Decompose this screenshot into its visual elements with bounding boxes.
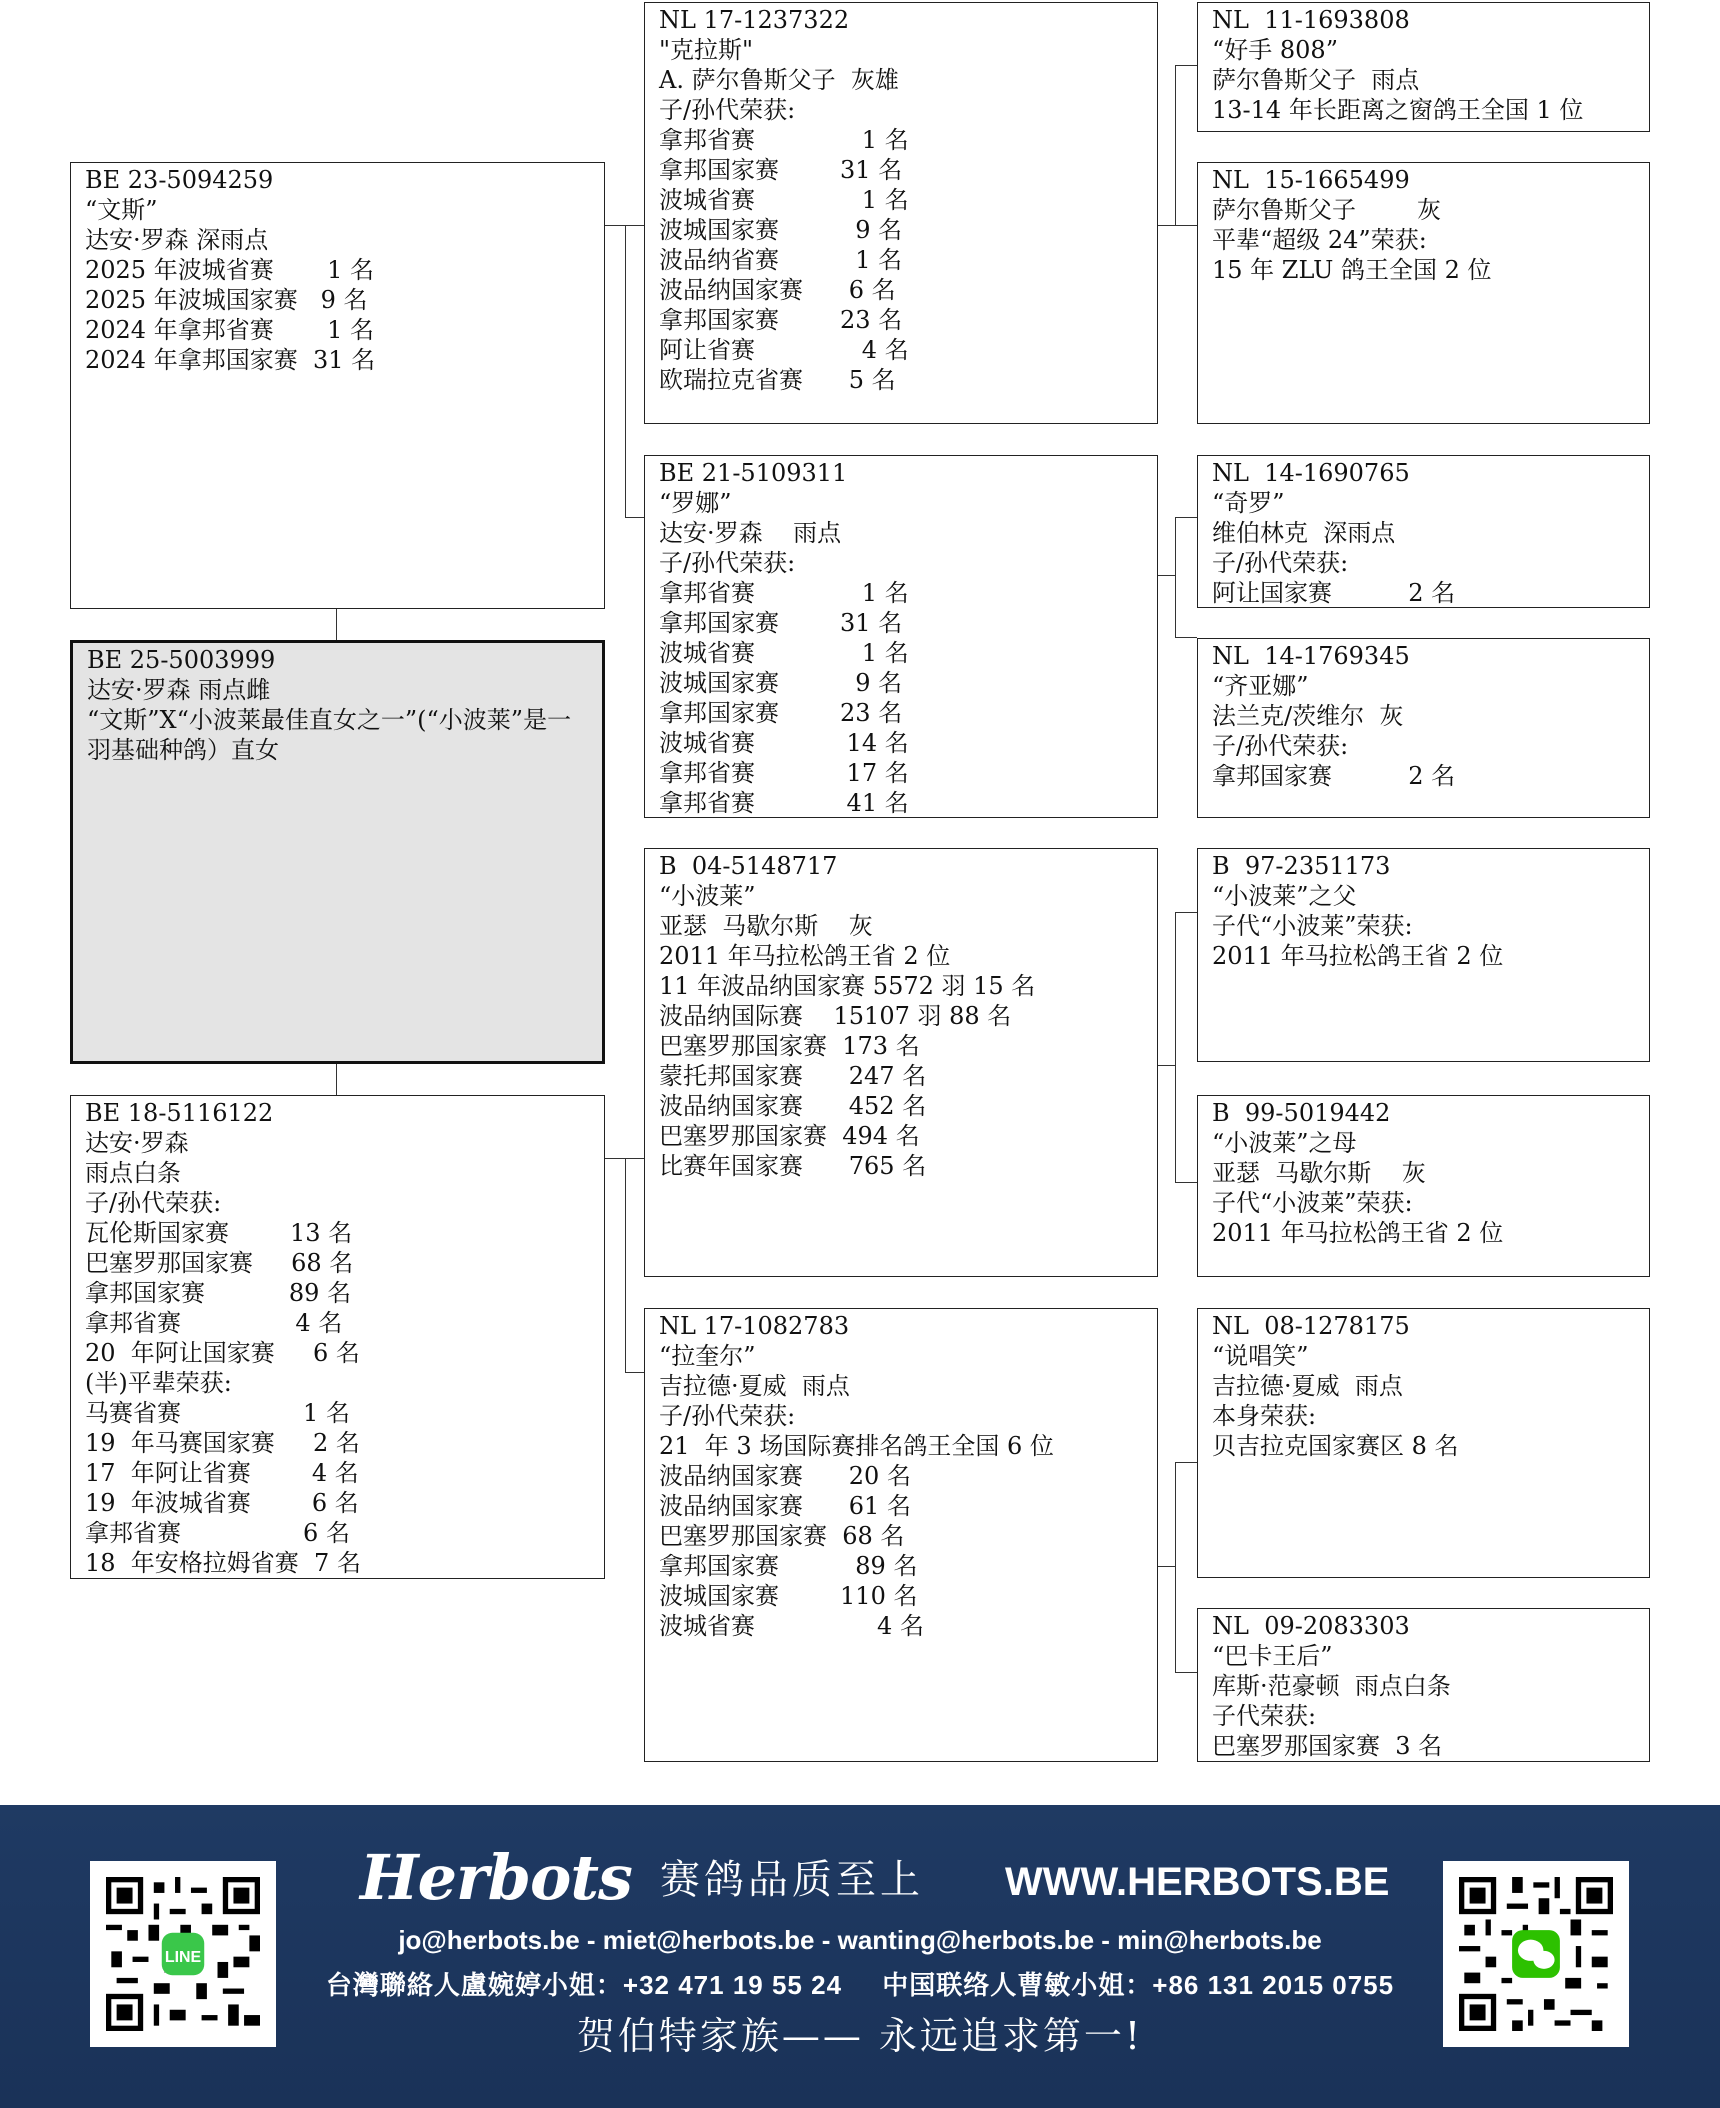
pedigree-line: 巴塞罗那国家赛 173 名 [659,1032,920,1060]
pedigree-line: 拿邦省赛 41 名 [659,789,909,817]
pedigree-line: 波城省赛 1 名 [659,639,909,667]
family-motto: 贺伯特家族—— 永远追求第一! [576,2014,1144,2058]
pedigree-line: 阿让省赛 4 名 [659,336,909,364]
pedigree-box-subject [70,640,605,1064]
pedigree-line: 巴塞罗那国家赛 68 名 [85,1249,354,1277]
pedigree-line: 拿邦国家赛 2 名 [1212,762,1456,790]
pedigree-line: 2024 年拿邦省赛 1 名 [85,316,375,344]
ring-number: NL 17-1237322 [659,6,850,34]
pedigree-line: 子/孙代荣获: [659,1402,796,1430]
connector-line [603,225,625,226]
connector-line [1175,1462,1197,1463]
pedigree-line: 平辈“超级 24”荣获: [1212,226,1427,254]
pedigree-line: 子代“小波莱”荣获: [1212,912,1413,940]
pedigree-line: “文斯” [85,196,158,224]
pedigree-box-sire-sire [644,2,1158,424]
pedigree-line: 2025 年波城省赛 1 名 [85,256,375,284]
herbots-logo: Herbots [360,1841,632,1914]
connector-line [1175,517,1176,637]
pedigree-line: 达安·罗森 [85,1129,189,1157]
pedigree-line: 子/孙代荣获: [85,1189,222,1217]
pedigree-line: “文斯”X“小波莱最佳直女之一”(“小波莱”是一羽基础种鸽）直女 [87,706,572,764]
connector-line [1175,517,1197,518]
pedigree-line: 波城省赛 14 名 [659,729,909,757]
pedigree-line: 19 年马赛国家赛 2 名 [85,1429,360,1457]
svg-text:LINE: LINE [164,1948,202,1966]
pedigree-line: 亚瑟 马歇尔斯 灰 [659,912,873,940]
contact-taiwan: 台灣聯絡人盧婉婷小姐：+32 471 19 55 24 [325,1970,843,2000]
ring-number: B 97-2351173 [1212,852,1391,880]
connector-line [1175,1182,1197,1183]
pedigree-line: “小波莱”之母 [1212,1129,1357,1157]
pedigree-line: 法兰克/茨维尔 灰 [1212,702,1404,730]
pedigree-line: 波城省赛 4 名 [659,1612,924,1640]
pedigree-line: “小波莱”之父 [1212,882,1357,910]
pedigree-line: “说唱笑” [1212,1342,1309,1370]
pedigree-line: 子/孙代荣获: [659,549,796,577]
ring-number: NL 14-1690765 [1212,459,1410,487]
pedigree-line: 拿邦省赛 6 名 [85,1519,350,1547]
pedigree-line: "克拉斯" [659,36,754,64]
pedigree-line: “巴卡王后” [1212,1642,1333,1670]
pedigree-line: 瓦伦斯国家赛 13 名 [85,1219,353,1247]
pedigree-box-dam-sire [644,848,1158,1277]
connector-line [625,1158,645,1159]
pedigree-box-dam [70,1095,605,1579]
pedigree-line: 吉拉德·夏威 雨点 [659,1372,850,1400]
connector-line [625,1372,645,1373]
pedigree-line: 巴塞罗那国家赛 68 名 [659,1522,905,1550]
pedigree-line: 拿邦国家赛 89 名 [85,1279,352,1307]
pedigree-box-dd-sire [1197,1308,1650,1578]
pedigree-line: “齐亚娜” [1212,672,1309,700]
pedigree-line: 2024 年拿邦国家赛 31 名 [85,346,376,374]
pedigree-line: 波品纳国际赛 15107 羽 88 名 [659,1002,1012,1030]
pedigree-line: “小波莱” [659,882,756,910]
pedigree-line: 11 年波品纳国家赛 5572 羽 15 名 [659,972,1036,1000]
qr-code-wechat[interactable] [1443,1861,1629,2047]
pedigree-line: 欧瑞拉克省赛 5 名 [659,366,896,394]
pedigree-line: 子/孙代荣获: [659,96,796,124]
connector-line [1157,1065,1175,1066]
pedigree-line: 贝吉拉克国家赛区 8 名 [1212,1432,1459,1460]
ring-number: NL 15-1665499 [1212,166,1410,194]
ring-number: NL 09-2083303 [1212,1612,1410,1640]
wechat-qr-icon [1459,1877,1613,2031]
pedigree-line: 波品纳国家赛 61 名 [659,1492,911,1520]
connector-line [1175,65,1176,225]
pedigree-line: 拿邦省赛 17 名 [659,759,909,787]
connector-line [625,517,645,518]
footer-banner [0,1805,1720,2108]
ring-number: BE 21-5109311 [659,459,848,487]
pedigree-line: 达安·罗森 雨点 [659,519,842,547]
connector-line [1175,1672,1197,1673]
pedigree-line: 波品纳国家赛 20 名 [659,1462,911,1490]
pedigree-line: 比赛年国家赛 765 名 [659,1152,927,1180]
pedigree-line: 15 年 ZLU 鸽王全国 2 位 [1212,256,1492,284]
pedigree-box-ds-dam [1197,1095,1650,1277]
email-list[interactable]: jo@herbots.be - miet@herbots.be - wanting@herbots.be - min@herbots.be [398,1925,1322,1955]
pedigree-line: A. 萨尔鲁斯父子 灰雄 [659,66,899,94]
connector-line [1175,637,1197,638]
pedigree-box-sd-dam [1197,638,1650,818]
pedigree-line: 13-14 年长距离之窗鸽王全国 1 位 [1212,96,1584,124]
ring-number: NL 14-1769345 [1212,642,1410,670]
ring-number: BE 25-5003999 [87,646,276,674]
pedigree-line: 拿邦省赛 4 名 [85,1309,343,1337]
pedigree-line: 波品纳省赛 1 名 [659,246,903,274]
pedigree-line: “奇罗” [1212,489,1285,517]
pedigree-box-ds-sire [1197,848,1650,1062]
pedigree-line: 拿邦省赛 1 名 [659,579,909,607]
pedigree-box-sire [70,162,605,609]
pedigree-line: 雨点白条 [85,1159,181,1187]
pedigree-line: 波品纳国家赛 6 名 [659,276,896,304]
pedigree-line: 巴塞罗那国家赛 3 名 [1212,1732,1443,1760]
pedigree-box-sd-sire [1197,455,1650,608]
pedigree-line: 17 年阿让省赛 4 名 [85,1459,359,1487]
pedigree-line: 子/孙代荣获: [1212,732,1349,760]
connector-line [625,1158,626,1372]
pedigree-line: “拉奎尔” [659,1342,756,1370]
contact-china: 中国联络人曹敏小姐：+86 131 2015 0755 [882,1970,1395,2000]
connector-line [336,1062,337,1096]
pedigree-line: 波品纳国家赛 452 名 [659,1092,927,1120]
pedigree-line: 阿让国家赛 2 名 [1212,579,1456,607]
pedigree-box-dd-dam [1197,1608,1650,1762]
pedigree-line: 萨尔鲁斯父子 雨点 [1212,66,1420,94]
pedigree-line: 21 年 3 场国际赛排名鸽王全国 6 位 [659,1432,1054,1460]
pedigree-line: 拿邦国家赛 31 名 [659,609,903,637]
ring-number: B 04-5148717 [659,852,838,880]
connector-line [1175,225,1197,226]
ring-number: NL 08-1278175 [1212,1312,1410,1340]
connector-line [625,225,626,517]
ring-number: BE 23-5094259 [85,166,274,194]
pedigree-line: (半)平辈荣获: [85,1369,232,1397]
pedigree-box-ss-sire [1197,2,1650,132]
connector-line [1157,575,1175,576]
pedigree-line: 维伯林克 深雨点 [1212,519,1396,547]
connector-line [603,1158,625,1159]
pedigree-line: 拿邦国家赛 23 名 [659,306,903,334]
pedigree-line: 2011 年马拉松鸽王省 2 位 [659,942,951,970]
pedigree-box-ss-dam [1197,162,1650,424]
connector-line [1175,912,1197,913]
brand-row [360,1841,1390,1914]
pedigree-line: 波城国家赛 110 名 [659,1582,918,1610]
ring-number: BE 18-5116122 [85,1099,274,1127]
pedigree-line: 吉拉德·夏威 雨点 [1212,1372,1403,1400]
pedigree-line: 达安·罗森 深雨点 [85,226,269,254]
connector-line [1157,1566,1175,1567]
pedigree-line: 20 年阿让国家赛 6 名 [85,1339,360,1367]
connector-line [625,225,645,226]
website-link[interactable]: WWW.HERBOTS.BE [1005,1860,1390,1904]
connector-line [1175,912,1176,1182]
connector-line [1157,225,1175,226]
pedigree-line: 19 年波城省赛 6 名 [85,1489,359,1517]
ring-number: B 99-5019442 [1212,1099,1391,1127]
pedigree-line: 拿邦国家赛 23 名 [659,699,903,727]
connector-line [1175,65,1197,66]
pedigree-line: 拿邦国家赛 31 名 [659,156,903,184]
connector-line [1175,1462,1176,1672]
pedigree-line: 2011 年马拉松鸽王省 2 位 [1212,942,1504,970]
pedigree-line: 库斯·范豪顿 雨点白条 [1212,1672,1451,1700]
pedigree-line: 蒙托邦国家赛 247 名 [659,1062,927,1090]
pedigree-line: 18 年安格拉姆省赛 7 名 [85,1549,361,1577]
pedigree-line: 达安·罗森 雨点雌 [87,676,271,704]
pedigree-line: 拿邦国家赛 89 名 [659,1552,918,1580]
pedigree-line: 本身荣获: [1212,1402,1317,1430]
pedigree-line: “罗娜” [659,489,732,517]
pedigree-line: 2011 年马拉松鸽王省 2 位 [1212,1219,1504,1247]
pedigree-line: 马赛省赛 1 名 [85,1399,350,1427]
pedigree-line: 萨尔鲁斯父子 灰 [1212,196,1442,224]
pedigree-line: 子代“小波莱”荣获: [1212,1189,1413,1217]
ring-number: NL 17-1082783 [659,1312,850,1340]
pedigree-line: 2025 年波城国家赛 9 名 [85,286,368,314]
pedigree-line: 拿邦省赛 1 名 [659,126,909,154]
pedigree-line: 巴塞罗那国家赛 494 名 [659,1122,920,1150]
pedigree-line: 波城国家赛 9 名 [659,216,903,244]
ring-number: NL 11-1693808 [1212,6,1410,34]
pedigree-line: “好手 808” [1212,36,1338,64]
pedigree-box-dam-dam [644,1308,1158,1762]
pedigree-box-sire-dam [644,455,1158,818]
pedigree-line: 波城省赛 1 名 [659,186,909,214]
pedigree-line: 亚瑟 马歇尔斯 灰 [1212,1159,1426,1187]
pedigree-line: 子/孙代荣获: [1212,549,1349,577]
pedigree-line: 子代荣获: [1212,1702,1317,1730]
slogan: 赛鸽品质至上 [660,1857,924,1903]
pedigree-line: 波城国家赛 9 名 [659,669,903,697]
